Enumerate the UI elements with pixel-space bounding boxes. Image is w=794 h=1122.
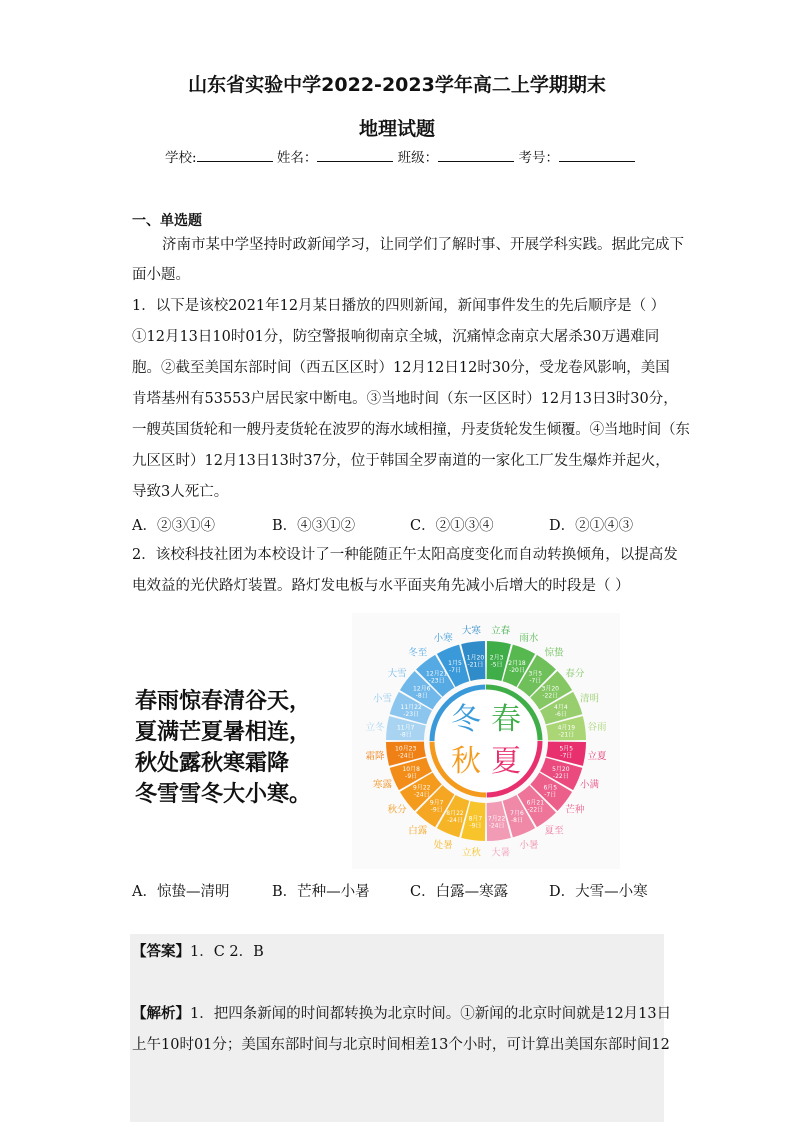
wheel-date: 1月5 -7日 — [448, 660, 462, 675]
wheel-date: 3月20 -22日 — [541, 685, 559, 700]
center-char-winter: 冬 — [451, 702, 481, 737]
answer-line — [132, 942, 664, 962]
wheel-date: 11月22 -23日 — [400, 704, 422, 719]
wheel-date: 10月8 -9日 — [402, 765, 420, 780]
q1-line: 胞。②截至美国东部时间（西五区区时）12月12日12时30分，受龙卷风影响，美国 — [132, 360, 670, 376]
wheel-term-label: 小雪 — [373, 693, 393, 705]
analysis-text: 1．把四条新闻的时间都转换为北京时间。①新闻的北京时间就是12月13日 — [190, 1006, 672, 1022]
wheel-term-label: 芒种 — [565, 804, 585, 816]
school-label: 学校: — [165, 150, 197, 166]
wheel-term-label: 冬至 — [408, 647, 428, 659]
wheel-term-label: 谷雨 — [587, 721, 607, 733]
q2-line: 电效益的光伏路灯装置。路灯发电板与水平面夹角先减小后增大的时段是（ ） — [132, 578, 630, 594]
wheel-date: 1月20 -21日 — [466, 654, 485, 669]
wheel-date: 5月5 -7日 — [559, 745, 574, 760]
analysis-label: 【解析】 — [132, 1006, 190, 1022]
q1-line: 1．以下是该校2021年12月某日播放的四则新闻，新闻事件发生的先后顺序是（ ） — [132, 298, 666, 314]
analysis-line-2: 上午10时01分；美国东部时间与北京时间相差13个小时，可计算出美国东部时间12 — [132, 1037, 670, 1053]
wheel-date: 8月22 -24日 — [446, 809, 464, 824]
poem-line: 冬雪雪冬大小寒。 — [135, 782, 312, 807]
section-heading: 一、单选题 — [132, 213, 202, 229]
wheel-term-label: 小暑 — [519, 839, 539, 851]
q2-option-b: B．芒种—小暑 — [272, 884, 370, 900]
wheel-term-label: 处暑 — [433, 839, 453, 851]
class-blank — [438, 147, 514, 162]
wheel-date: 6月5 -7日 — [543, 784, 558, 799]
q1-option-c: C．②①③④ — [410, 518, 494, 534]
name-blank — [317, 147, 393, 162]
wheel-date: 8月7 -9日 — [468, 815, 483, 830]
wheel-date: 12月21 -23日 — [426, 670, 448, 685]
wheel-term-label: 白露 — [408, 825, 428, 837]
q1-line: ①12月13日10时01分，防空警报响彻南京全城，沉痛悼念南京大屠杀30万遇难同 — [132, 329, 660, 345]
wheel-term-label: 大寒 — [461, 625, 481, 637]
q1-line: 一艘英国货轮和一艘丹麦货轮在波罗的海水域相撞，丹麦货轮发生倾覆。④当地时间（东 — [132, 422, 690, 438]
q1-line: 导致3人死亡。 — [132, 484, 229, 500]
intro-line-1: 济南市某中学坚持时政新闻学习，让同学们了解时事、开展学科实践。据此完成下 — [162, 237, 684, 253]
wheel-term-label: 立秋 — [461, 847, 481, 859]
center-char-autumn: 秋 — [451, 744, 481, 779]
wheel-date: 7月22 -24日 — [487, 815, 506, 830]
wheel-term-label: 春分 — [565, 668, 585, 680]
student-info-line — [165, 146, 635, 166]
wheel-term-label: 小寒 — [433, 633, 453, 645]
wheel-term-label: 夏至 — [544, 825, 564, 837]
q2-option-d: D．大雪—小寒 — [549, 884, 648, 900]
class-label: 班级： — [397, 150, 439, 166]
wheel-date: 2月18 -20日 — [508, 660, 526, 675]
q1-option-a: A．②③①④ — [132, 518, 215, 534]
q1-option-d: D．②①④③ — [549, 518, 634, 534]
center-char-summer: 夏 — [491, 744, 521, 779]
wheel-term-label: 雨水 — [519, 633, 539, 645]
wheel-term-label: 寒露 — [373, 779, 393, 791]
wheel-date: 3月5 -7日 — [528, 670, 543, 685]
number-blank — [559, 147, 635, 162]
wheel-date: 11月7 -8日 — [396, 724, 415, 739]
wheel-date: 12月6 -8日 — [413, 685, 431, 700]
center-char-spring: 春 — [491, 702, 521, 737]
solar-terms-wheel — [352, 613, 620, 869]
wheel-date: 4月4 -6日 — [554, 704, 568, 719]
poem-line: 秋处露秋寒霜降 — [135, 751, 290, 776]
solar-terms-poem — [135, 686, 311, 810]
answer-section — [130, 934, 670, 1122]
wheel-term-label: 立春 — [491, 625, 511, 637]
q1-line: 九区区时）12月13日13时37分，位于韩国全罗南道的一家化工厂发生爆炸并起火， — [132, 453, 670, 469]
wheel-term-label: 秋分 — [387, 804, 407, 816]
wheel-date: 10月23 -24日 — [395, 745, 417, 760]
wheel-date: 9月7 -9日 — [429, 799, 444, 814]
wheel-date: 2月3 -5日 — [489, 654, 504, 669]
intro-line-2: 面小题。 — [132, 267, 190, 283]
analysis-line-1 — [132, 1004, 672, 1024]
wheel-term-label: 清明 — [579, 693, 599, 705]
q2-option-a: A．惊蛰—清明 — [132, 884, 230, 900]
page-title: 山东省实验中学2022-2023学年高二上学期期末 — [188, 74, 606, 96]
wheel-date: 6月21 -22日 — [526, 799, 545, 814]
number-label: 考号： — [518, 150, 559, 166]
school-blank — [197, 147, 273, 162]
wheel-date: 4月19 -21日 — [557, 724, 576, 739]
q1-option-b: B．④③①② — [272, 518, 356, 534]
page-subtitle: 地理试题 — [358, 118, 435, 140]
wheel-term-label: 大雪 — [387, 668, 407, 680]
poem-line: 夏满芒夏暑相连， — [135, 720, 312, 745]
wheel-date: 5月20 -22日 — [552, 765, 570, 780]
answer-text: 1．C 2．B — [190, 944, 264, 960]
wheel-term-label: 立冬 — [365, 721, 385, 733]
answer-label: 【答案】 — [132, 944, 190, 960]
wheel-date: 7月6 -8日 — [510, 809, 524, 824]
q1-line: 肯塔基州有53553户居民家中断电。③当地时间（东一区区时）12月13日3时30分， — [132, 391, 678, 407]
q2-line: 2．该校科技社团为本校设计了一种能随正午太阳高度变化而自动转换倾角，以提高发 — [132, 547, 678, 563]
wheel-term-label: 立夏 — [587, 751, 607, 763]
poem-line: 春雨惊春清谷天， — [135, 689, 312, 714]
wheel-term-label: 大暑 — [491, 847, 511, 859]
q2-option-c: C．白露—寒露 — [410, 884, 509, 900]
name-label: 姓名： — [276, 150, 318, 166]
wheel-term-label: 惊蛰 — [544, 647, 564, 659]
wheel-term-label: 霜降 — [365, 751, 385, 763]
wheel-term-label: 小满 — [579, 779, 599, 791]
wheel-date: 9月22 -24日 — [413, 784, 431, 799]
